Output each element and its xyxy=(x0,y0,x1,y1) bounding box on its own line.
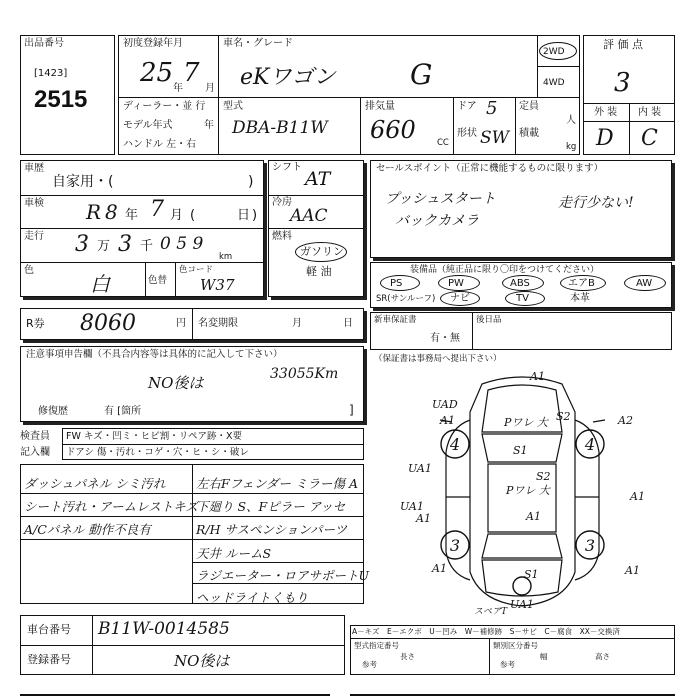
interior-label: 内 装 xyxy=(638,107,662,118)
legend-col1-ref: 参考 xyxy=(362,660,377,669)
displacement-label: 排気量 xyxy=(365,101,395,112)
color-change-label: 色替 xyxy=(148,275,168,286)
reg-year-value: 25 xyxy=(140,58,174,88)
mark-l-ua1b: UA1 xyxy=(400,500,424,513)
car-name-label: 車名・グレード xyxy=(223,38,293,49)
legend-row1: FW キズ・凹ミ・ヒビ割・リペア跡・X要 xyxy=(66,431,243,442)
displacement-value: 660 xyxy=(370,116,416,144)
warranty-note: （保証書は事務局へ提出下さい） xyxy=(374,354,502,364)
mileage-rest: 0 5 9 xyxy=(160,234,204,254)
recycle-label: R券 xyxy=(26,317,45,330)
model-year-label: モデル年式 xyxy=(123,120,173,131)
comment-8: ラジエーター・ロアサポートU xyxy=(196,568,370,583)
sales-line2: バックカメラ xyxy=(395,213,479,229)
mark-tail-ua1: UA1 xyxy=(510,598,534,611)
rear-glass xyxy=(482,534,562,558)
grade-value: G xyxy=(410,58,433,91)
legend-line1: A－キズ E－エクボ U－凹み W－補修跡 S－サビ C－腐食 XX－交換済 xyxy=(352,627,620,636)
capacity-label: 定員 xyxy=(519,101,539,112)
mark-l-ua1: UA1 xyxy=(408,462,432,475)
shift-label: シフト xyxy=(272,162,302,173)
comment-9: ヘッドライトくもり xyxy=(196,590,309,605)
drive-4wd: 4WD xyxy=(543,78,565,88)
legend-col2-ref: 参考 xyxy=(500,660,515,669)
load-label: 積載 xyxy=(519,128,539,139)
repair-label: 修復歴 xyxy=(38,406,68,417)
tire-rr-value: 3 xyxy=(584,536,596,555)
drive-2wd-circle xyxy=(539,42,577,60)
equip-airbag: エアB xyxy=(568,278,595,289)
mileage-sen: 3 xyxy=(118,232,132,257)
equip-navi: ナビ xyxy=(450,293,470,304)
repair-value: 有 [箇所 xyxy=(104,406,142,417)
mileage-man-unit: 万 xyxy=(97,239,111,254)
equip-pw-circle xyxy=(438,275,480,291)
reg-value: NO後は xyxy=(174,652,230,670)
mark-uad: UAD xyxy=(432,398,458,411)
notes-mileage: 33055Km xyxy=(270,366,339,382)
vehicle-type-value: 自家用・( xyxy=(52,174,114,190)
comment-5: 下廻り S、Fピラー アッセ xyxy=(196,499,346,514)
tire-fr-value: 4 xyxy=(584,435,596,454)
mileage-label: 走行 xyxy=(24,231,44,242)
writer-label: 記入欄 xyxy=(20,447,50,458)
interior-value: C xyxy=(641,126,658,151)
shape-value: SW xyxy=(480,128,510,148)
recycle-yen: 円 xyxy=(176,318,186,329)
mark-s1-roof: S1 xyxy=(513,444,528,457)
inspection-year: 8 xyxy=(105,200,118,224)
comment-3: A/Cパネル 動作不良有 xyxy=(24,522,151,537)
mark-s2: S2 xyxy=(556,410,571,423)
mark-front-a1: A1 xyxy=(530,370,545,383)
ac-value: AAC xyxy=(290,206,328,226)
handle-label: ハンドル 左・右 xyxy=(123,139,197,150)
note-roof: Pワレ 大 xyxy=(506,484,550,497)
tire-fl-value: 4 xyxy=(449,435,461,454)
legend-length: 長さ xyxy=(400,652,415,661)
legend-height: 高さ xyxy=(595,652,610,661)
warranty-label: 新車保証書 xyxy=(374,315,417,325)
name-change-day: 日 xyxy=(343,318,353,329)
fuel-label: 燃料 xyxy=(272,231,292,242)
inspection-day-close: ) xyxy=(252,208,258,223)
person-unit: 人 xyxy=(566,115,576,126)
lot-small-number: [1423] xyxy=(34,68,68,79)
cc-unit: CC xyxy=(437,138,449,148)
inspection-label: 車検 xyxy=(24,198,44,209)
repair-close: ] xyxy=(349,403,354,417)
note-hood: Pワレ 大 xyxy=(504,416,548,429)
recycle-value: 8060 xyxy=(80,311,136,336)
exterior-value: D xyxy=(596,126,614,151)
kg-unit: kg xyxy=(566,142,577,152)
inspection-day-unit: 日 xyxy=(237,208,251,223)
door-label: ドア xyxy=(457,101,477,112)
recall-label: 後日品 xyxy=(476,315,502,325)
shape-label: 形状 xyxy=(457,128,477,139)
vehicle-type-label: 車歴 xyxy=(24,163,44,174)
mark-rear-a1: A1 xyxy=(526,510,541,523)
inspection-year-unit: 年 xyxy=(125,208,139,223)
door-value: 5 xyxy=(486,98,498,119)
type-label: 型式 xyxy=(223,101,243,112)
model-year-unit: 年 xyxy=(204,120,214,131)
chassis-label: 車台番号 xyxy=(27,623,71,636)
lot-number: 2515 xyxy=(34,86,88,113)
inspection-day-paren: ( xyxy=(190,208,196,223)
spec-box xyxy=(118,35,580,155)
legend-width: 幅 xyxy=(540,652,548,661)
mark-rear-s1: S1 xyxy=(524,568,539,581)
equip-sr: SR(サンルーフ) xyxy=(376,294,436,304)
mark-fl-a1: A1 xyxy=(440,414,455,427)
sales-line3: 走行少ない! xyxy=(558,195,634,211)
inspection-era: R xyxy=(86,200,102,224)
notes-line: NO後は xyxy=(148,374,204,392)
equip-pw: PW xyxy=(448,278,464,289)
equip-abs: ABS xyxy=(510,278,530,289)
color-code-value: W37 xyxy=(200,276,235,294)
inspection-month: 7 xyxy=(150,197,164,222)
mark-fr-a2: A2 xyxy=(618,414,633,427)
equipment-title: 装備品（純正品に限り〇印をつけてください） xyxy=(410,265,600,275)
notes-title: 注意事項申告欄（不具合内容等は具体的に記入して下さい） xyxy=(26,349,283,360)
fuel-diesel: 軽 油 xyxy=(306,265,332,278)
equip-leather: 本革 xyxy=(570,293,590,304)
equip-ps: PS xyxy=(390,278,403,289)
tire-rl-value: 3 xyxy=(449,536,461,555)
equip-ps-circle xyxy=(380,275,420,291)
km-unit: km xyxy=(219,252,233,262)
mark-rr-a1: A1 xyxy=(625,564,640,577)
equip-airbag-circle xyxy=(560,275,606,291)
mileage-sen-unit: 千 xyxy=(140,239,154,254)
mark-r-a1: A1 xyxy=(630,490,645,503)
name-change-label: 名変期限 xyxy=(198,318,238,329)
score-label: 評 価 点 xyxy=(603,38,643,51)
legend-col2-title: 類別区分番号 xyxy=(493,641,538,650)
type-value: DBA-B11W xyxy=(232,118,328,138)
mark-s2-roof: S2 xyxy=(536,470,551,483)
comment-1: ダッシュパネル シミ汚れ xyxy=(24,476,166,491)
reg-label: 登録番号 xyxy=(27,653,71,666)
mileage-man: 3 xyxy=(75,232,89,257)
ac-label: 冷房 xyxy=(272,197,292,208)
comment-2: シート汚れ・アームレストキズ xyxy=(24,499,199,514)
vehicle-type-close: ) xyxy=(248,174,254,190)
reg-month-unit: 月 xyxy=(205,83,215,94)
color-code-label: 色コード xyxy=(179,265,214,275)
inspector-label: 検査員 xyxy=(20,431,50,442)
name-change-month: 月 xyxy=(292,318,302,329)
comment-6: R/H サスペンションパーツ xyxy=(196,522,348,537)
comment-7: 天井 ルームS xyxy=(196,546,272,561)
car-name-value: eKワゴン xyxy=(240,65,336,90)
fuel-gasoline: ガソリン xyxy=(300,245,344,258)
inspection-month-unit: 月 xyxy=(170,208,184,223)
fuel-gasoline-circle xyxy=(295,242,347,262)
tailgate xyxy=(482,560,562,596)
chassis-value: B11W-0014585 xyxy=(98,619,230,639)
equip-aw: AW xyxy=(636,278,653,289)
legend-row2: ドアシ 傷・汚れ・コゲ・穴・ヒ・シ・破レ xyxy=(66,447,249,458)
score-value: 3 xyxy=(614,68,631,98)
dealer-label: ディーラー・並 行 xyxy=(123,101,206,112)
color-value: 白 xyxy=(90,272,110,296)
color-label: 色 xyxy=(24,265,34,276)
reg-year-label: 初度登録年月 xyxy=(123,38,183,49)
exterior-label: 外 装 xyxy=(594,107,618,118)
reg-month-value: 7 xyxy=(183,58,200,88)
comment-4: 左右Fフェンダー ミラー傷 A xyxy=(196,476,359,491)
note-spare: スペアT xyxy=(474,607,508,617)
mark-l-a1: A1 xyxy=(416,512,431,525)
mark-rl-a1: A1 xyxy=(432,562,447,575)
equip-abs-circle xyxy=(502,275,544,291)
sales-line1: プッシュスタート xyxy=(385,191,496,207)
lot-label: 出品番号 xyxy=(24,38,64,49)
car-diagram xyxy=(370,362,675,617)
reg-year-unit: 年 xyxy=(173,83,183,94)
equip-tv: TV xyxy=(516,293,529,304)
equip-tv-circle xyxy=(505,291,545,306)
sales-title: セールスポイント（正常に機能するものに限ります） xyxy=(376,163,604,174)
equip-aw-circle xyxy=(624,275,666,291)
warranty-value: 有・無 xyxy=(430,333,460,344)
shift-value: AT xyxy=(305,168,331,190)
legend-col1-title: 型式指定番号 xyxy=(354,641,399,650)
drive-2wd: 2WD xyxy=(543,47,565,57)
equip-navi-circle xyxy=(440,291,480,306)
